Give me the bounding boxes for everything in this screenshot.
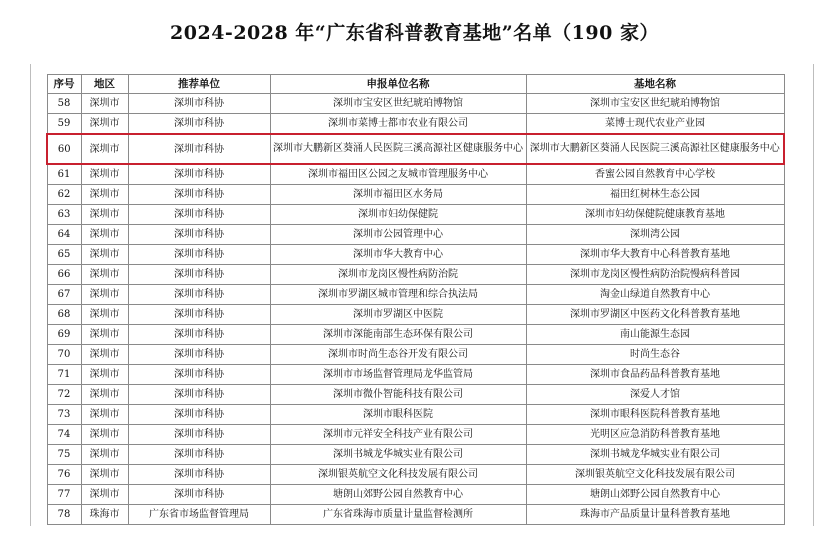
cell-index: 59 bbox=[47, 114, 81, 135]
cell-applicant: 深圳市公园管理中心 bbox=[270, 225, 526, 245]
cell-recommender: 深圳市科协 bbox=[128, 205, 270, 225]
table-header-row bbox=[47, 75, 784, 94]
cell-base-name: 福田红树林生态公园 bbox=[526, 185, 784, 205]
cell-base-name: 深圳市罗湖区中医药文化科普教育基地 bbox=[526, 305, 784, 325]
cell-index: 77 bbox=[47, 485, 81, 505]
cell-recommender: 深圳市科协 bbox=[128, 265, 270, 285]
table-row bbox=[47, 365, 784, 385]
cell-applicant: 深圳银英航空文化科技发展有限公司 bbox=[270, 465, 526, 485]
cell-index: 75 bbox=[47, 445, 81, 465]
table-row bbox=[47, 225, 784, 245]
cell-index: 61 bbox=[47, 164, 81, 185]
cell-base-name: 珠海市产品质量计量科普教育基地 bbox=[526, 505, 784, 525]
cell-base-name: 深圳银英航空文化科技发展有限公司 bbox=[526, 465, 784, 485]
cell-region: 深圳市 bbox=[81, 285, 128, 305]
cell-index: 76 bbox=[47, 465, 81, 485]
cell-recommender: 深圳市科协 bbox=[128, 425, 270, 445]
cell-base-name: 淘金山绿道自然教育中心 bbox=[526, 285, 784, 305]
header-recommender: 推荐单位 bbox=[128, 75, 270, 94]
cell-base-name: 深圳市食品药品科普教育基地 bbox=[526, 365, 784, 385]
cell-base-name: 时尚生态谷 bbox=[526, 345, 784, 365]
table-row bbox=[47, 94, 784, 114]
cell-applicant: 深圳市福田区水务局 bbox=[270, 185, 526, 205]
cell-region: 深圳市 bbox=[81, 405, 128, 425]
table-row bbox=[47, 485, 784, 505]
header-applicant: 申报单位名称 bbox=[270, 75, 526, 94]
cell-applicant: 深圳市大鹏新区葵涌人民医院三溪高源社区健康服务中心 bbox=[270, 134, 526, 164]
table-row bbox=[47, 164, 784, 185]
cell-recommender: 深圳市科协 bbox=[128, 405, 270, 425]
cell-region: 深圳市 bbox=[81, 305, 128, 325]
cell-applicant: 深圳市深能南部生态环保有限公司 bbox=[270, 325, 526, 345]
cell-base-name: 深圳市妇幼保健院健康教育基地 bbox=[526, 205, 784, 225]
table-row bbox=[47, 114, 784, 135]
cell-region: 深圳市 bbox=[81, 185, 128, 205]
cell-base-name: 深圳市宝安区世纪琥珀博物馆 bbox=[526, 94, 784, 114]
cell-base-name: 光明区应急消防科普教育基地 bbox=[526, 425, 784, 445]
cell-recommender: 深圳市科协 bbox=[128, 485, 270, 505]
cell-region: 深圳市 bbox=[81, 94, 128, 114]
cell-applicant: 深圳市福田区公园之友城市管理服务中心 bbox=[270, 164, 526, 185]
cell-recommender: 深圳市科协 bbox=[128, 445, 270, 465]
cell-base-name: 塘朗山郊野公园自然教育中心 bbox=[526, 485, 784, 505]
cell-applicant: 深圳市时尚生态谷开发有限公司 bbox=[270, 345, 526, 365]
cell-index: 64 bbox=[47, 225, 81, 245]
cell-base-name: 南山能源生态园 bbox=[526, 325, 784, 345]
table-row bbox=[47, 425, 784, 445]
cell-recommender: 深圳市科协 bbox=[128, 465, 270, 485]
cell-region: 珠海市 bbox=[81, 505, 128, 525]
cell-recommender: 深圳市科协 bbox=[128, 185, 270, 205]
table-row bbox=[47, 385, 784, 405]
table-row bbox=[47, 465, 784, 485]
science-base-table bbox=[46, 74, 785, 525]
cell-base-name: 香蜜公园自然教育中心学校 bbox=[526, 164, 784, 185]
cell-applicant: 深圳市市场监督管理局龙华监管局 bbox=[270, 365, 526, 385]
cell-index: 63 bbox=[47, 205, 81, 225]
cell-index: 68 bbox=[47, 305, 81, 325]
cell-base-name: 深圳市华大教育中心科普教育基地 bbox=[526, 245, 784, 265]
cell-index: 65 bbox=[47, 245, 81, 265]
cell-recommender: 深圳市科协 bbox=[128, 365, 270, 385]
table-row bbox=[47, 505, 784, 525]
cell-recommender: 深圳市科协 bbox=[128, 285, 270, 305]
cell-base-name: 深圳市龙岗区慢性病防治院慢病科普园 bbox=[526, 265, 784, 285]
table-row bbox=[47, 405, 784, 425]
table-row bbox=[47, 245, 784, 265]
cell-region: 深圳市 bbox=[81, 225, 128, 245]
cell-recommender: 深圳市科协 bbox=[128, 164, 270, 185]
table-row bbox=[47, 305, 784, 325]
cell-base-name: 深圳书城龙华城实业有限公司 bbox=[526, 445, 784, 465]
cell-applicant: 深圳书城龙华城实业有限公司 bbox=[270, 445, 526, 465]
cell-region: 深圳市 bbox=[81, 134, 128, 164]
cell-base-name: 深圳市眼科医院科普教育基地 bbox=[526, 405, 784, 425]
header-index: 序号 bbox=[47, 75, 81, 94]
table-body bbox=[47, 94, 784, 525]
cell-index: 60 bbox=[47, 134, 81, 164]
cell-applicant: 深圳市妇幼保健院 bbox=[270, 205, 526, 225]
cell-recommender: 深圳市科协 bbox=[128, 134, 270, 164]
cell-region: 深圳市 bbox=[81, 245, 128, 265]
cell-recommender: 深圳市科协 bbox=[128, 385, 270, 405]
cell-base-name: 深圳市大鹏新区葵涌人民医院三溪高源社区健康服务中心 bbox=[526, 134, 784, 164]
header-base-name: 基地名称 bbox=[526, 75, 784, 94]
cell-applicant: 深圳市罗湖区中医院 bbox=[270, 305, 526, 325]
cell-index: 74 bbox=[47, 425, 81, 445]
table-row bbox=[47, 185, 784, 205]
cell-recommender: 深圳市科协 bbox=[128, 345, 270, 365]
cell-base-name: 深圳湾公园 bbox=[526, 225, 784, 245]
cell-region: 深圳市 bbox=[81, 365, 128, 385]
table-row bbox=[47, 345, 784, 365]
cell-index: 66 bbox=[47, 265, 81, 285]
cell-index: 58 bbox=[47, 94, 81, 114]
cell-index: 69 bbox=[47, 325, 81, 345]
cell-applicant: 深圳市眼科医院 bbox=[270, 405, 526, 425]
cell-applicant: 塘朗山郊野公园自然教育中心 bbox=[270, 485, 526, 505]
cell-recommender: 深圳市科协 bbox=[128, 114, 270, 135]
cell-index: 67 bbox=[47, 285, 81, 305]
cell-index: 62 bbox=[47, 185, 81, 205]
table-row bbox=[47, 205, 784, 225]
cell-index: 70 bbox=[47, 345, 81, 365]
cell-region: 深圳市 bbox=[81, 164, 128, 185]
cell-applicant: 深圳市华大教育中心 bbox=[270, 245, 526, 265]
cell-applicant: 深圳市菜博士都市农业有限公司 bbox=[270, 114, 526, 135]
cell-region: 深圳市 bbox=[81, 385, 128, 405]
cell-applicant: 深圳市罗湖区城市管理和综合执法局 bbox=[270, 285, 526, 305]
cell-recommender: 深圳市科协 bbox=[128, 225, 270, 245]
cell-recommender: 广东省市场监督管理局 bbox=[128, 505, 270, 525]
cell-region: 深圳市 bbox=[81, 465, 128, 485]
cell-region: 深圳市 bbox=[81, 425, 128, 445]
page-title: 2024-2028 年“广东省科普教育基地”名单（190 家） bbox=[170, 22, 659, 44]
cell-applicant: 广东省珠海市质量计量监督检测所 bbox=[270, 505, 526, 525]
cell-recommender: 深圳市科协 bbox=[128, 245, 270, 265]
cell-region: 深圳市 bbox=[81, 205, 128, 225]
cell-region: 深圳市 bbox=[81, 265, 128, 285]
cell-index: 73 bbox=[47, 405, 81, 425]
table-row bbox=[47, 325, 784, 345]
cell-applicant: 深圳市宝安区世纪琥珀博物馆 bbox=[270, 94, 526, 114]
table-row-highlighted bbox=[47, 134, 784, 164]
cell-region: 深圳市 bbox=[81, 345, 128, 365]
table-row bbox=[47, 445, 784, 465]
cell-recommender: 深圳市科协 bbox=[128, 305, 270, 325]
header-region: 地区 bbox=[81, 75, 128, 94]
cell-region: 深圳市 bbox=[81, 485, 128, 505]
cell-index: 72 bbox=[47, 385, 81, 405]
cell-applicant: 深圳市龙岗区慢性病防治院 bbox=[270, 265, 526, 285]
cell-index: 78 bbox=[47, 505, 81, 525]
cell-index: 71 bbox=[47, 365, 81, 385]
table-row bbox=[47, 285, 784, 305]
cell-applicant: 深圳市元祥安全科技产业有限公司 bbox=[270, 425, 526, 445]
cell-base-name: 深爱人才馆 bbox=[526, 385, 784, 405]
cell-region: 深圳市 bbox=[81, 325, 128, 345]
cell-base-name: 菜博士现代农业产业园 bbox=[526, 114, 784, 135]
cell-recommender: 深圳市科协 bbox=[128, 94, 270, 114]
cell-recommender: 深圳市科协 bbox=[128, 325, 270, 345]
cell-region: 深圳市 bbox=[81, 114, 128, 135]
cell-region: 深圳市 bbox=[81, 445, 128, 465]
table-row bbox=[47, 265, 784, 285]
cell-applicant: 深圳市微仆智能科技有限公司 bbox=[270, 385, 526, 405]
